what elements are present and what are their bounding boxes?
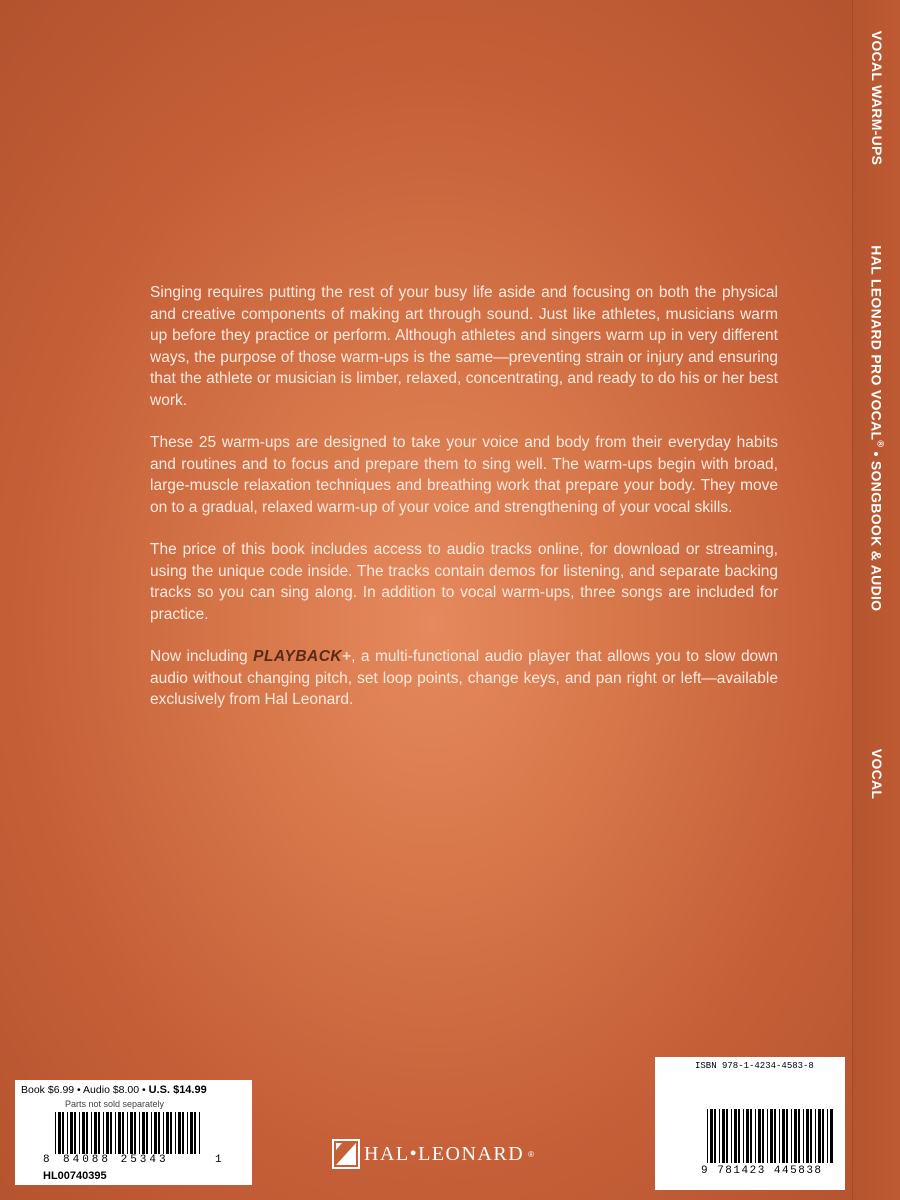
p4-suffix: , a multi-functional audio player that allows you to slow down audio without changing pitch, set loop points, change keys, and pan right or left—available exclusively from Hal Leonard.	[150, 648, 778, 708]
description-paragraph-1: Singing requires putting the rest of your busy life aside and focusing on both the physical and creative components of making art through sound. Just like athletes, musicians warm up before they practice or perform. Although athletes and singers warm up in very different ways, the purpose of those warm-ups is the same—preventing strain or injury and ensuring that the athlete or musician is limber, relaxed, concentrating, and ready to do his or her best work.	[150, 284, 778, 409]
p4-prefix: Now including	[150, 648, 254, 665]
hal-leonard-mark-icon	[332, 1139, 360, 1169]
component-prices: Book $6.99 • Audio $8.00 •	[21, 1084, 146, 1096]
parts-note: Parts not sold separately	[65, 1099, 165, 1109]
isbn-barcode	[707, 1109, 837, 1163]
spine-subtitle: • SONGBOOK & AUDIO	[868, 451, 885, 612]
description-paragraph-2: These 25 warm-ups are designed to take your voice and body from their everyday habits and routines and to focus and prepare them to sing well. The warm-ups begin with broad, large-muscle relaxation techniques and breathing work that prepare your body. They move on to a gradual, relaxed warm-up of your voice and strengthening of your vocal skills.	[150, 434, 778, 516]
upc-digits: 84088 25343	[63, 1154, 169, 1166]
price-label	[15, 1080, 252, 1185]
description	[150, 282, 778, 732]
upc-digit-left: 8	[43, 1154, 53, 1166]
publisher-name: HAL•LEONARD	[364, 1142, 525, 1165]
item-number: HL00740395	[43, 1170, 107, 1182]
spine-series	[869, 245, 886, 611]
playback-plus: +	[342, 648, 352, 665]
playback-logo: PLAYBACK	[253, 648, 343, 665]
publisher-registered: ®	[528, 1149, 535, 1159]
isbn-number: ISBN 978-1-4234-4583-8	[695, 1061, 814, 1071]
price-line	[21, 1084, 207, 1096]
description-paragraph-4	[150, 646, 778, 711]
description-paragraph-3: The price of this book includes access to audio tracks online, for download or streaming, using the unique code inside. The tracks contain demos for listening, and separate backing tracks so you can sing along. In addition to vocal warm-ups, three songs are included for practice.	[150, 541, 778, 623]
isbn-label	[655, 1057, 845, 1190]
spine-title: VOCAL WARM-UPS	[869, 30, 885, 166]
spine-series-name: HAL LEONARD PRO VOCAL	[868, 245, 885, 441]
registered-mark: ®	[875, 440, 886, 448]
upc-digit-right: 1	[215, 1154, 225, 1166]
upc-barcode	[55, 1112, 205, 1154]
ean-digits: 9 781423 445838	[701, 1165, 823, 1177]
spine-category: VOCAL	[869, 748, 885, 800]
spine	[852, 0, 900, 1200]
publisher-logo	[332, 1136, 534, 1172]
total-price: U.S. $14.99	[148, 1084, 207, 1096]
